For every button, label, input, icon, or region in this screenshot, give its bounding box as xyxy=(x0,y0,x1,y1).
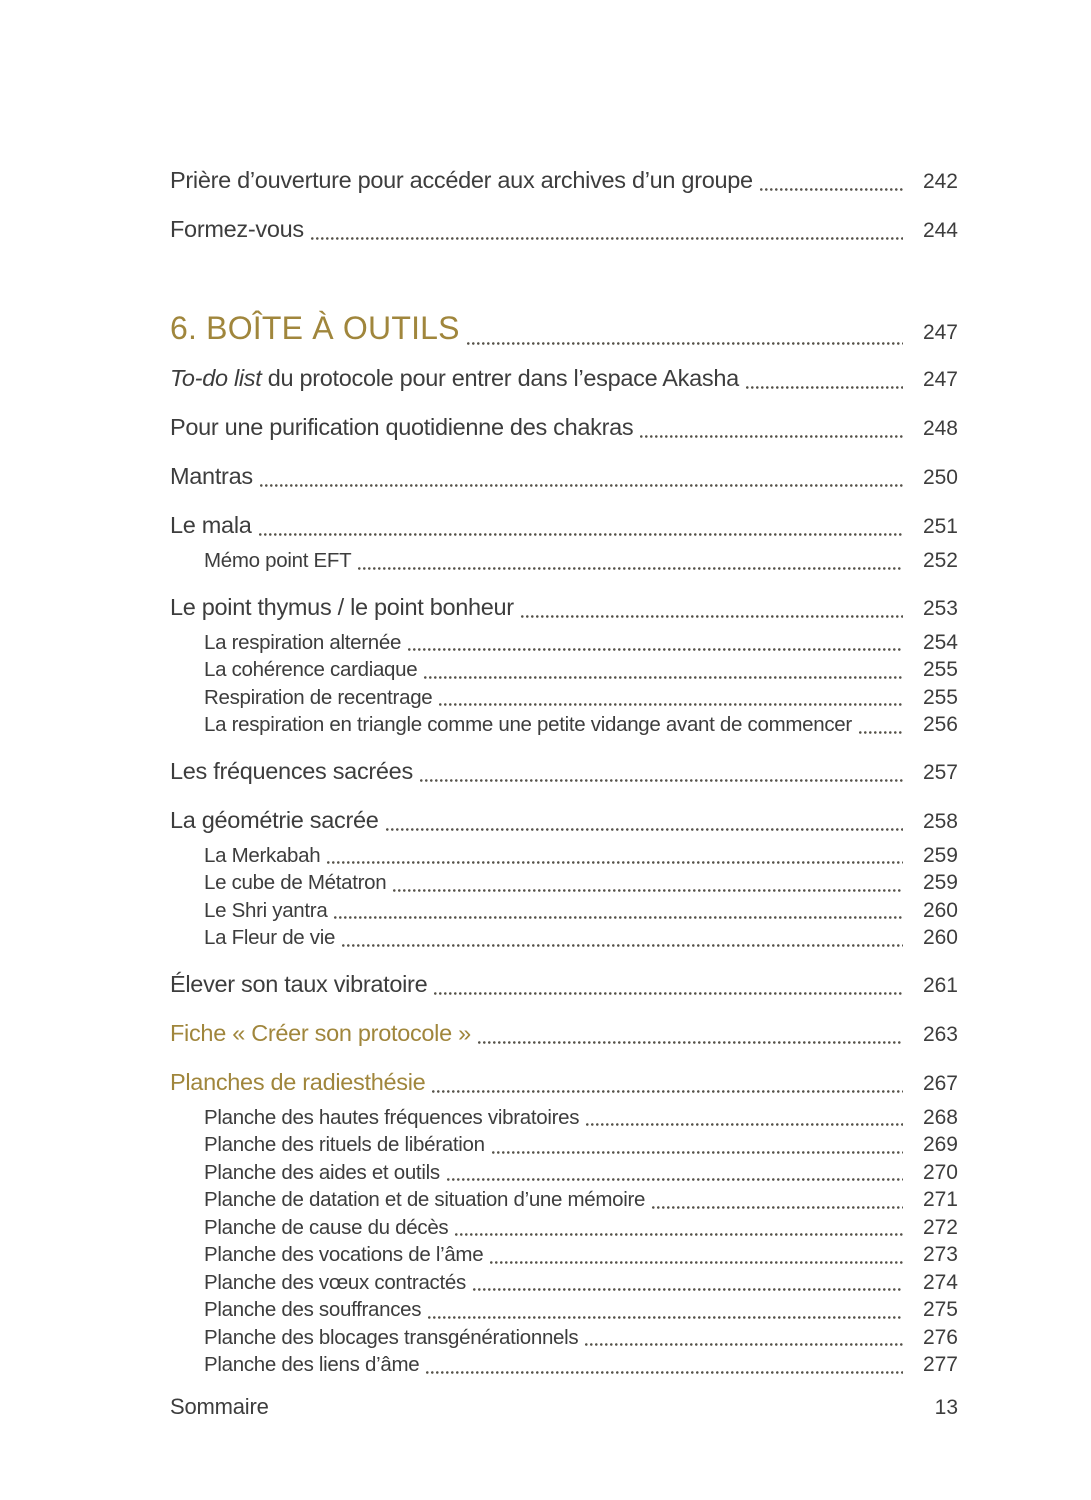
dot-leader xyxy=(490,1261,903,1264)
toc-entry-label-text: Planche des vocations de l’âme xyxy=(204,1243,484,1266)
dot-leader xyxy=(467,342,903,345)
toc-entry-label xyxy=(204,869,386,897)
dot-leader xyxy=(358,567,903,570)
toc-entry-label-text: Planche de datation et de situation d’une mémoire xyxy=(204,1188,646,1211)
toc-row xyxy=(170,656,958,684)
toc-entry-label xyxy=(204,924,335,952)
toc-entry-page: 258 xyxy=(922,809,958,833)
dot-leader xyxy=(492,1151,903,1154)
toc-entry-label xyxy=(204,1351,419,1379)
toc-entry-page: 259 xyxy=(922,871,958,894)
toc-entry-page: 255 xyxy=(922,658,958,681)
toc-entry-label xyxy=(170,412,633,442)
dot-leader xyxy=(586,1123,903,1126)
toc-row xyxy=(170,629,958,657)
dot-leader xyxy=(760,188,903,191)
toc-entry-label-text: Formez-vous xyxy=(170,216,304,242)
toc-row xyxy=(170,547,958,575)
toc-row xyxy=(170,412,958,444)
toc-row xyxy=(170,592,958,624)
toc-row xyxy=(170,214,958,246)
dot-leader xyxy=(455,1233,903,1236)
toc-entry-page: 259 xyxy=(922,843,958,867)
toc-row xyxy=(170,842,958,870)
toc-row xyxy=(170,869,958,897)
toc-entry-page: 251 xyxy=(922,515,958,538)
footer-page-number: 13 xyxy=(934,1396,958,1419)
toc-row xyxy=(170,1131,958,1159)
toc-row xyxy=(170,924,958,952)
toc-row xyxy=(170,1269,958,1297)
toc-entry-page: 263 xyxy=(922,1022,958,1046)
toc-entry-page: 274 xyxy=(922,1270,958,1294)
toc-row xyxy=(170,510,958,542)
dot-leader xyxy=(746,386,903,389)
toc-row xyxy=(170,1324,958,1352)
toc-entry-label xyxy=(204,547,351,575)
toc-entry-label xyxy=(170,308,460,348)
toc-entry-page: 255 xyxy=(922,685,958,709)
toc-entry-label xyxy=(170,510,252,540)
toc-row xyxy=(170,1186,958,1214)
toc-entry-label-text: Planches de radiesthésie xyxy=(170,1068,426,1095)
toc-row xyxy=(170,1241,958,1269)
toc-entry-label xyxy=(204,684,432,712)
toc-entry-label xyxy=(204,1296,421,1324)
toc-entry-label-italic: To-do list xyxy=(170,365,262,391)
toc-entry-label xyxy=(170,1018,471,1048)
dot-leader xyxy=(334,916,903,919)
toc-entry-page: 277 xyxy=(922,1353,958,1376)
toc-row xyxy=(170,1214,958,1242)
dot-leader xyxy=(424,676,903,679)
toc-row xyxy=(170,1159,958,1187)
toc-entry-label-text: 6. BOÎTE À OUTILS xyxy=(170,310,460,346)
toc-list xyxy=(170,148,958,1379)
toc-entry-label-text: Planche des aides et outils xyxy=(204,1160,440,1184)
toc-row xyxy=(170,1018,958,1050)
toc-entry-label-text: Pour une purification quotidienne des chakras xyxy=(170,414,634,440)
toc-entry-label xyxy=(204,842,320,870)
toc-entry-label-text: Le Shri yantra xyxy=(204,898,328,922)
dot-leader xyxy=(327,861,903,864)
dot-leader xyxy=(652,1206,903,1209)
toc-entry-page: 257 xyxy=(922,760,958,784)
toc-row xyxy=(170,756,958,788)
toc-entry-page: 268 xyxy=(922,1105,958,1129)
toc-entry-label xyxy=(204,1131,485,1159)
toc-entry-page: 252 xyxy=(922,549,958,572)
toc-row xyxy=(170,1296,958,1324)
toc-entry-label xyxy=(204,1214,448,1242)
toc-entry-label xyxy=(170,969,427,999)
toc-row xyxy=(170,1067,958,1099)
toc-entry-label-text: Prière d’ouverture pour accéder aux archives d’un groupe xyxy=(170,167,753,193)
dot-leader xyxy=(434,992,903,995)
toc-entry-page: 247 xyxy=(922,368,958,391)
toc-entry-page: 250 xyxy=(922,466,958,489)
toc-entry-label-text: Le point thymus / le point bonheur xyxy=(170,593,514,620)
toc-entry-label xyxy=(204,1269,466,1297)
toc-entry-page: 269 xyxy=(922,1133,958,1156)
toc-entry-label-text: La respiration alternée xyxy=(204,630,402,654)
toc-entry-label-text: Planche des souffrances xyxy=(204,1298,422,1321)
dot-leader xyxy=(260,484,903,487)
dot-leader xyxy=(428,1316,903,1319)
toc-entry-label-text: Fiche « Créer son protocole » xyxy=(170,1019,471,1046)
toc-entry-label-text: Planche des blocages transgénérationnels xyxy=(204,1325,579,1349)
toc-entry-label-text: Le mala xyxy=(170,512,252,538)
toc-entry-label xyxy=(170,214,304,244)
dot-leader xyxy=(447,1178,903,1181)
toc-entry-page: 272 xyxy=(922,1215,958,1239)
toc-entry-page: 244 xyxy=(922,219,958,242)
toc-entry-page: 275 xyxy=(922,1298,958,1321)
toc-entry-page: 254 xyxy=(922,630,958,654)
toc-row xyxy=(170,711,958,739)
toc-entry-label xyxy=(204,629,401,657)
page-footer xyxy=(170,1394,958,1420)
toc-row xyxy=(170,1351,958,1379)
dot-leader xyxy=(585,1343,903,1346)
toc-entry-page: 267 xyxy=(922,1071,958,1095)
toc-entry-page: 260 xyxy=(922,898,958,922)
toc-entry-label-text: La géométrie sacrée xyxy=(170,806,379,833)
dot-leader xyxy=(408,648,903,651)
toc-entry-page: 261 xyxy=(922,973,958,997)
dot-leader xyxy=(478,1041,903,1044)
toc-entry-label xyxy=(204,1241,483,1269)
dot-leader xyxy=(473,1288,903,1291)
toc-row xyxy=(170,1104,958,1132)
toc-entry-page: 253 xyxy=(922,596,958,620)
dot-leader xyxy=(420,779,903,782)
toc-entry-label xyxy=(170,805,379,835)
toc-entry-label xyxy=(170,363,739,393)
dot-leader xyxy=(386,828,903,831)
toc-entry-label-text: Mantras xyxy=(170,463,253,489)
toc-entry-label-text: Planche des hautes fréquences vibratoires xyxy=(204,1105,580,1129)
dot-leader xyxy=(259,533,903,536)
toc-entry-label-text: La cohérence cardiaque xyxy=(204,658,418,681)
toc-entry-label-text: Respiration de recentrage xyxy=(204,685,433,709)
dot-leader xyxy=(521,615,903,618)
toc-entry-label xyxy=(204,897,327,925)
toc-entry-label-text: Planche des liens d’âme xyxy=(204,1353,420,1376)
toc-entry-label-text: La Merkabah xyxy=(204,843,321,867)
toc-row xyxy=(170,684,958,712)
dot-leader xyxy=(393,889,903,892)
toc-entry-label-text: Planche de cause du décès xyxy=(204,1215,449,1239)
toc-entry-page: 256 xyxy=(922,713,958,736)
toc-entry-label xyxy=(170,165,753,195)
toc-row xyxy=(170,805,958,837)
toc-entry-page: 270 xyxy=(922,1160,958,1184)
toc-entry-label-text: Planche des vœux contractés xyxy=(204,1270,466,1294)
toc-row xyxy=(170,897,958,925)
toc-entry-label-text: La Fleur de vie xyxy=(204,926,336,949)
toc-entry-label xyxy=(204,656,417,684)
toc-row xyxy=(170,969,958,1001)
toc-entry-label-text: Élever son taux vibratoire xyxy=(170,970,428,997)
toc-entry-label xyxy=(204,1104,579,1132)
dot-leader xyxy=(640,435,903,438)
toc-entry-page: 247 xyxy=(922,321,958,344)
toc-row xyxy=(170,308,958,353)
toc-entry-label-text: Le cube de Métatron xyxy=(204,871,387,894)
toc-entry-label xyxy=(204,1159,440,1187)
toc-row xyxy=(170,461,958,493)
toc-row xyxy=(170,165,958,197)
toc-entry-page: 276 xyxy=(922,1325,958,1349)
toc-entry-page: 271 xyxy=(922,1188,958,1211)
toc-entry-page: 273 xyxy=(922,1243,958,1266)
dot-leader xyxy=(439,703,903,706)
toc-entry-label xyxy=(170,592,514,622)
toc-entry-label-text: du protocole pour entrer dans l’espace Akasha xyxy=(261,365,739,391)
toc-entry-label xyxy=(204,711,852,739)
toc-entry-label xyxy=(204,1324,578,1352)
toc-entry-label xyxy=(204,1186,645,1214)
toc-entry-label-text: Les fréquences sacrées xyxy=(170,757,413,784)
toc-entry-page: 248 xyxy=(922,417,958,440)
dot-leader xyxy=(432,1090,903,1093)
toc-entry-label-text: Mémo point EFT xyxy=(204,549,352,572)
toc-entry-label-text: Planche des rituels de libération xyxy=(204,1133,485,1156)
toc-entry-page: 260 xyxy=(922,926,958,949)
dot-leader xyxy=(859,731,903,734)
toc-entry-page: 242 xyxy=(922,170,958,193)
dot-leader xyxy=(311,237,903,240)
toc-entry-label-text: La respiration en triangle comme une petite vidange avant de commencer xyxy=(204,713,852,736)
footer-section-label: Sommaire xyxy=(170,1394,269,1419)
toc-entry-label xyxy=(170,1067,425,1097)
dot-leader xyxy=(426,1371,903,1374)
toc-entry-label xyxy=(170,461,253,491)
toc-entry-label xyxy=(170,756,413,786)
toc-row xyxy=(170,363,958,395)
dot-leader xyxy=(342,944,903,947)
